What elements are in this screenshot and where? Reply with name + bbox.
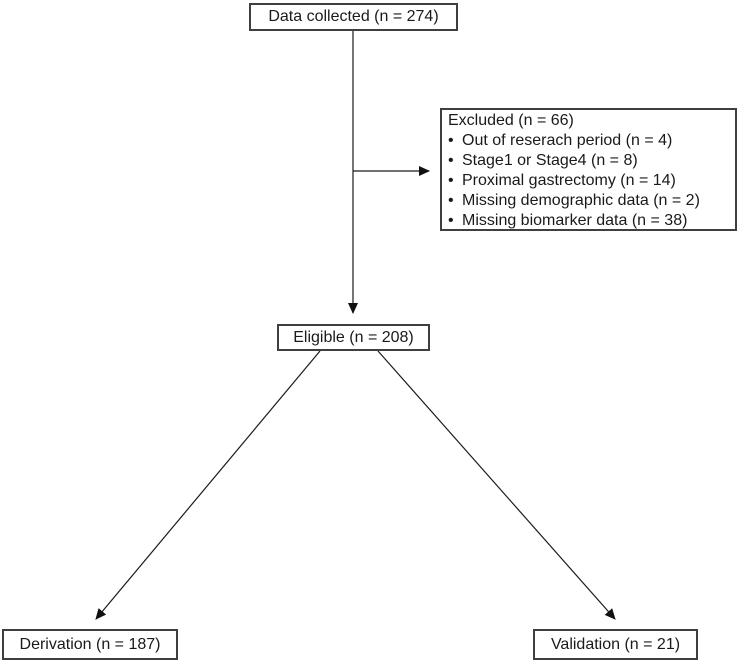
bullet-icon: • bbox=[448, 132, 454, 149]
box-eligible bbox=[277, 324, 430, 351]
excluded-item bbox=[448, 171, 730, 191]
excluded-item-text: Missing biomarker data (n = 38) bbox=[462, 212, 688, 229]
bullet-icon: • bbox=[448, 192, 454, 209]
excluded-item-text: Proximal gastrectomy (n = 14) bbox=[462, 172, 676, 189]
excluded-item bbox=[448, 151, 730, 171]
box-eligible-label: Eligible (n = 208) bbox=[293, 328, 414, 346]
box-excluded bbox=[440, 108, 737, 231]
bullet-icon: • bbox=[448, 152, 454, 169]
bullet-icon: • bbox=[448, 212, 454, 229]
box-data-collected-label: Data collected (n = 274) bbox=[268, 8, 439, 25]
excluded-item-text: Out of reserach period (n = 4) bbox=[462, 132, 673, 149]
excluded-item bbox=[448, 191, 730, 211]
box-excluded-title: Excluded (n = 66) bbox=[448, 112, 574, 129]
box-derivation bbox=[2, 629, 178, 660]
arrow-eligible-to-validation bbox=[378, 351, 615, 619]
box-data-collected bbox=[249, 3, 458, 31]
excluded-item-text: Stage1 or Stage4 (n = 8) bbox=[462, 152, 638, 169]
arrow-eligible-to-derivation bbox=[96, 351, 320, 619]
excluded-item-text: Missing demographic data (n = 2) bbox=[462, 192, 700, 209]
excluded-item bbox=[448, 131, 730, 151]
excluded-item bbox=[448, 211, 730, 231]
box-derivation-label: Derivation (n = 187) bbox=[19, 635, 161, 653]
bullet-icon: • bbox=[448, 172, 454, 189]
box-validation bbox=[533, 629, 698, 660]
box-validation-label: Validation (n = 21) bbox=[550, 635, 681, 653]
